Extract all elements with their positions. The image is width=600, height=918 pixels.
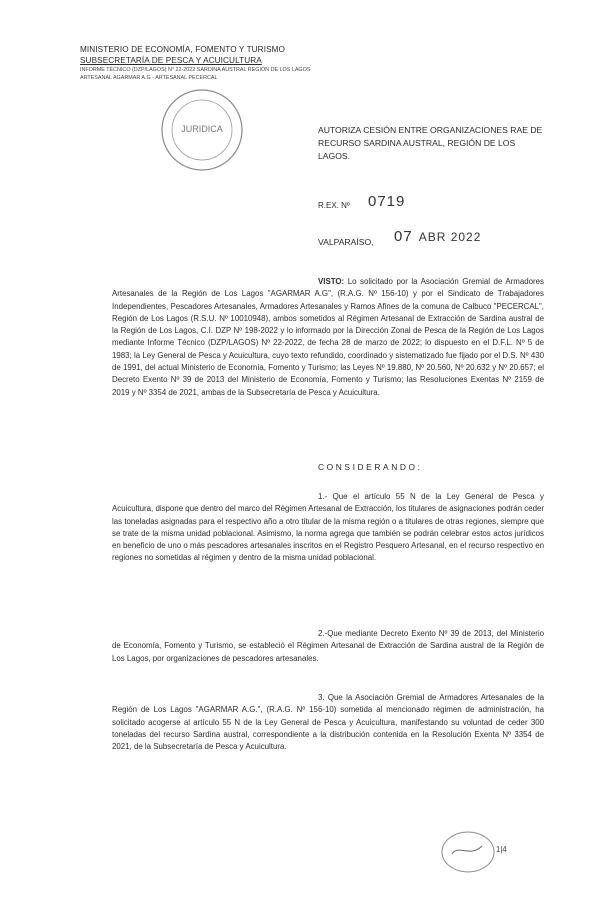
stamp-seal-icon bbox=[158, 86, 246, 174]
date-stamp bbox=[394, 228, 481, 245]
visto-paragraph bbox=[112, 276, 544, 399]
visto-text: Lo solicitado por la Asociación Gremial de Armadores Artesanales de la Región de Los Lagos "AGARMAR A.G", (R.A.G. Nº 156-10) y por el Sindicato de Trabajadores Independientes, Pescadores Artesanales, Armadores Artesanales y Ramos Afines de la comuna de Calbuco "PECERCAL", Región de Los Lagos (R.S.U. Nº 10010948), ambos sometidos al Régimen Artesanal de Extracción de Sardina austral de la Región de Los Lagos, C.I. DZP Nº 198-2022 y lo informado por la Dirección Zonal de Pesca de la Región de Los Lagos mediante Informe Técnico (DZP/LAGOS) Nº 22-2022, de fecha 28 de marzo de 2022; lo dispuesto en el D.F.L. Nº 5 de 1983; la Ley General de Pesca y Acuicultura, cuyo texto refundido, coordinado y sistematizado fue fijado por el D.S. Nº 430 de 1991, del actual Ministerio de Economía, Fomento y Turismo; las Leyes Nº 19.880, Nº 20.560, Nº 20.632 y Nº 20.657; el Decreto Exento Nº 39 de 2013 del Ministerio de Economía, Fomento y Turismo; las Resoluciones Exentas Nº 2159 de 2019 y Nº 3354 de 2021, ambas de la Subsecretaría de Pesca y Acuicultura. bbox=[112, 277, 544, 397]
date-month-year: ABR 2022 bbox=[418, 230, 482, 244]
considerando-item-1: 1.- Que el artículo 55 N de la Ley General de Pesca y Acuicultura, dispone que dentro del marco del Régimen Artesanal de Extracción, los titulares de asignaciones podrán ceder las toneladas asignadas para el respectivo año a otro titular de la misma región o a titulares de otras regiones, siempre que se trate de la misma unidad poblacional. Asimismo, la norma agrega que también se podrán celebrar estos actos jurídicos en beneficio de uno o más pescadores artesanales inscritos en el Registro Pesquero Artesanal, en el recurso respectivo en regiones no sometidas al régimen y dentro de la misma unidad poblacional. bbox=[112, 492, 544, 563]
ministry-name: MINISTERIO DE ECONOMÍA, FOMENTO Y TURISMO bbox=[80, 45, 286, 54]
resolution-label: R.EX. Nº bbox=[318, 201, 350, 210]
resolution-number: 0719 bbox=[368, 193, 406, 210]
considerando-item-2: 2.-Que mediante Decreto Exento Nº 39 de 2013, del Ministerio de Economía, Fomento y Turismo, se estableció el Régimen Artesanal de Extracción de Sardina austral de la Región de Los Lagos, por organizaciones de pescadores artesanales. bbox=[112, 629, 544, 663]
page-number: 1|4 bbox=[496, 845, 507, 854]
juridica-stamp bbox=[158, 86, 246, 174]
date-day: 07 bbox=[394, 228, 413, 245]
reference-line-1: INFORME TÉCNICO (DZP/LAGOS) N° 22-2022 SARDINA AUSTRAL REGIÓN DE LOS LAGOS bbox=[80, 67, 311, 73]
letterhead bbox=[80, 44, 320, 82]
considerando-item-3: 3. Que la Asociación Gremial de Armadores Artesanales de la Región de Los Lagos "AGARMAR A.G.", (R.A.G. Nº 156-10) sometida al mencionado régimen de administración, ha solicitado acogerse al artículo 55 N de la Ley General de Pesca y Acuicultura, manifestando su voluntad de ceder 300 toneladas del recurso Sardina austral, correspondiente a la distribución contenida en la Resolución Exenta Nº 3354 de 2021, de la Subsecretaría de Pesca y Acuicultura. bbox=[112, 693, 544, 752]
undersecretary-name: SUBSECRETARÍA DE PESCA Y ACUICULTURA bbox=[80, 56, 262, 65]
resolution-title: AUTORIZA CESIÓN ENTRE ORGANIZACIONES RAE DE RECURSO SARDINA AUSTRAL, REGIÓN DE LOS LAGOS. bbox=[318, 125, 543, 161]
place: VALPARAÍSO, bbox=[318, 237, 374, 247]
visto-label: VISTO: bbox=[318, 277, 345, 286]
reference-line-2: ARTESANAL AGARMAR A.G - ARTESANAL PECERCAL bbox=[80, 75, 218, 81]
stamp-center-text: JURIDICA bbox=[181, 124, 223, 134]
considerando-heading: CONSIDERANDO: bbox=[318, 462, 423, 472]
